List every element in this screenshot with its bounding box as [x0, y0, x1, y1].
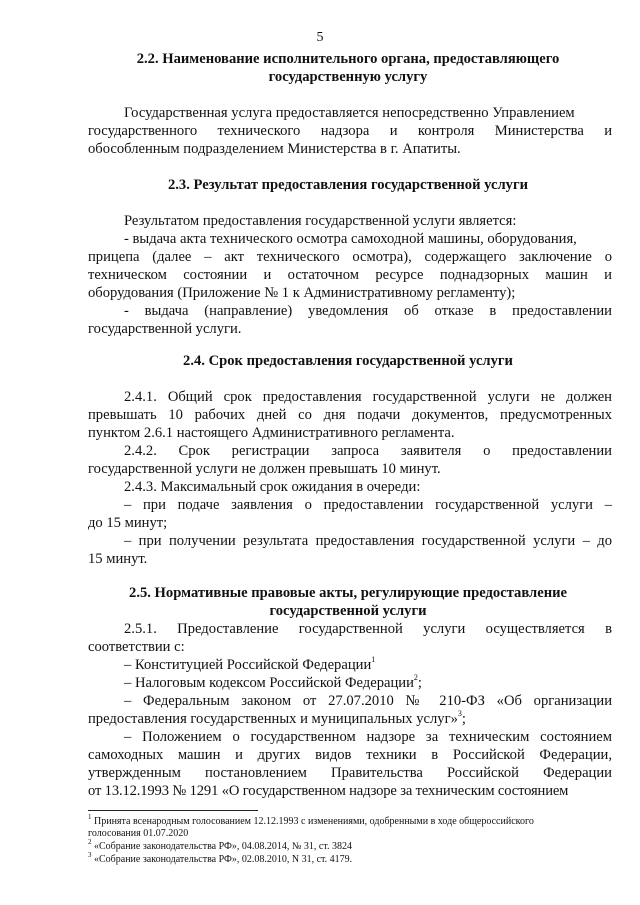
footnote-number: 1: [88, 812, 92, 821]
paragraph-line: до 15 минут;: [88, 515, 168, 531]
paragraph-line: – при получении результата предоставления государственной услуги – до: [124, 533, 612, 549]
paragraph-line: Результатом предоставления государственной услуги является:: [124, 213, 517, 229]
paragraph-line: превышать 10 рабочих дней со дня подачи документов, предусмотренных: [88, 407, 612, 423]
heading-2-3: 2.3. Результат предоставления государственной услуги: [167, 177, 529, 193]
paragraph-line: оборудования (Приложение № 1 к Административному регламенту);: [88, 285, 516, 301]
paragraph-line: 2.5.1. Предоставление государственной услуги осуществляется в: [124, 621, 612, 637]
paragraph-line: 2.4.1. Общий срок предоставления государственной услуги не должен: [124, 389, 612, 405]
footnote-ref: 1: [371, 655, 376, 665]
heading-2-5-line2: государственной услуги: [269, 603, 427, 619]
footnote-1-cont: голосования 01.07.2020: [88, 828, 189, 839]
footnote-ref: 2: [413, 673, 418, 683]
list-item-text: – Налоговым кодексом Российской Федерации: [124, 675, 414, 691]
list-item: [88, 710, 466, 728]
list-item-text: – Конституцией Российской Федерации: [124, 657, 372, 673]
paragraph-line: 15 минут.: [88, 551, 148, 567]
paragraph-line: – при подаче заявления о предоставлении государственной услуги –: [124, 497, 612, 513]
paragraph-line: государственного технического надзора и контроля Министерства и: [88, 123, 612, 139]
heading-2-4: 2.4. Срок предоставления государственной услуги: [183, 353, 513, 369]
paragraph-line: - выдача акта технического осмотра самоходной машины, оборудования,: [124, 231, 577, 247]
paragraph-line: пунктом 2.6.1 настоящего Административного регламента.: [88, 425, 455, 441]
footnote-ref: 3: [457, 709, 462, 719]
list-item: – Положением о государственном надзоре за техническим состоянием: [124, 729, 612, 745]
paragraph-line: государственной услуги.: [88, 321, 242, 337]
list-item-tail: ;: [461, 711, 466, 727]
footnote-separator: [88, 810, 258, 811]
heading-2-2-line2: государственную услугу: [268, 69, 428, 85]
paragraph-line: обособленным подразделением Министерства в г. Апатиты.: [88, 141, 461, 157]
paragraph-line: 2.4.3. Максимальный срок ожидания в очереди:: [124, 479, 421, 495]
heading-2-2-line1: 2.2. Наименование исполнительного органа, предоставляющего: [136, 51, 560, 67]
footnote-text: «Собрание законодательства РФ», 02.08.2010, N 31, ст. 4179.: [94, 854, 353, 865]
list-item: [124, 656, 375, 674]
footnote-2: [88, 837, 608, 853]
paragraph-line: 2.4.2. Срок регистрации запроса заявителя о предоставлении: [124, 443, 612, 459]
footnote-number: 3: [88, 850, 92, 859]
paragraph-line: государственной услуги не должен превышать 10 минут.: [88, 461, 441, 477]
list-item-tail: ;: [417, 675, 422, 691]
paragraph-line: - выдача (направление) уведомления об отказе в предоставлении: [124, 303, 612, 319]
paragraph-line: от 13.12.1993 № 1291 «О государственном надзоре за техническим состоянием: [88, 783, 569, 799]
footnote-text: «Собрание законодательства РФ», 04.08.2014, № 31, ст. 3824: [94, 841, 352, 852]
paragraph-line: техническом состоянии и остаточном ресурсе поднадзорных машин и: [88, 267, 612, 283]
list-item: [124, 674, 422, 692]
page-number: 5: [316, 30, 324, 45]
footnote-number: 2: [88, 837, 92, 846]
paragraph-line: прицепа (далее – акт технического осмотра), содержащего заключение о: [88, 249, 612, 265]
paragraph-line: самоходных машин и других видов техники в Российской Федерации,: [88, 747, 612, 763]
paragraph-line: соответствии с:: [88, 639, 185, 655]
paragraph-line: Государственная услуга предоставляется непосредственно Управлением: [124, 105, 575, 121]
heading-2-5-line1: 2.5. Нормативные правовые акты, регулирующие предоставление: [129, 585, 567, 601]
footnote-text: Принята всенародным голосованием 12.12.1993 с изменениями, одобренными в ходе общероссийского: [94, 816, 534, 827]
footnote-1: [88, 812, 608, 828]
footnote-3: [88, 850, 608, 866]
paragraph-line: утвержденным постановлением Правительства Российской Федерации: [88, 765, 612, 781]
list-item: – Федеральным законом от 27.07.2010 № 210-ФЗ «Об организации: [124, 693, 612, 709]
list-item-text: предоставления государственных и муниципальных услуг»: [88, 711, 458, 727]
